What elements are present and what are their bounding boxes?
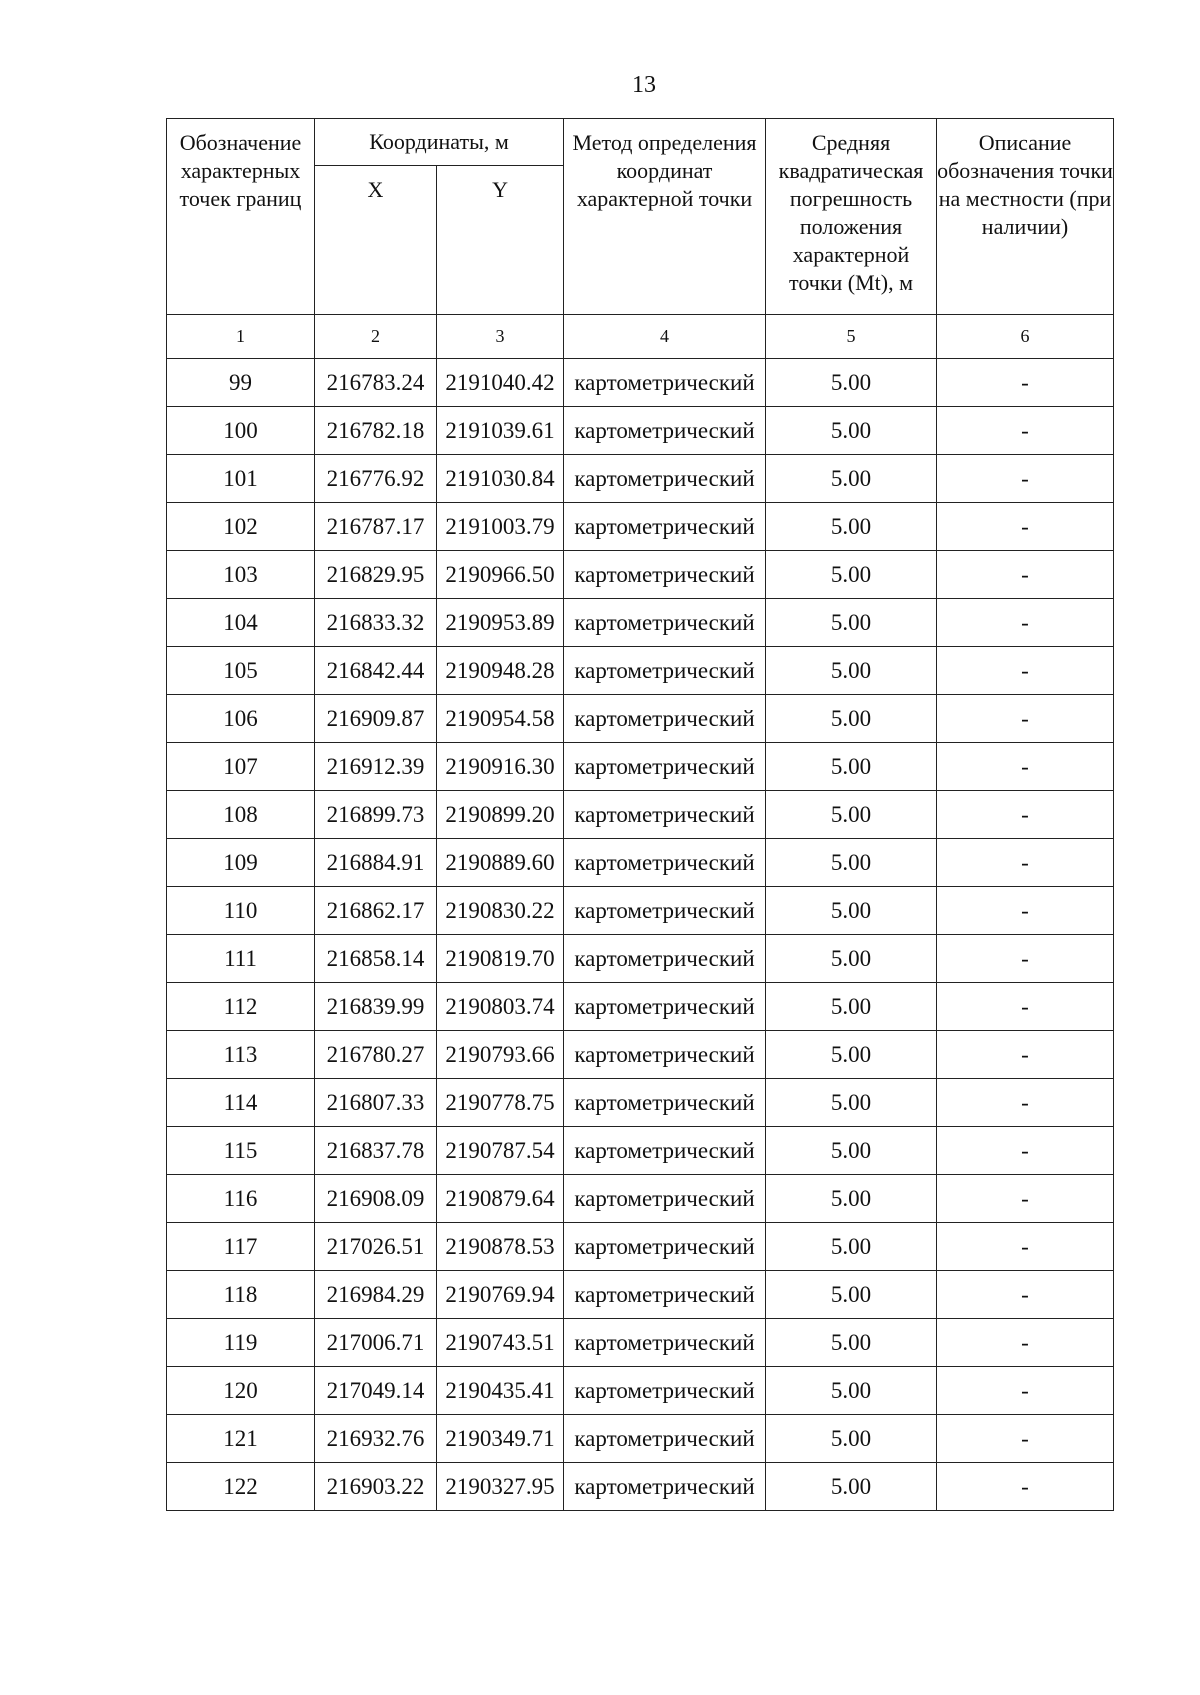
table-row	[167, 455, 1114, 503]
method-cell: картометрический	[564, 1031, 766, 1079]
x-coordinate-cell: 217049.14	[315, 1367, 437, 1415]
description-cell: -	[937, 983, 1114, 1031]
point-id-cell: 115	[167, 1127, 315, 1175]
table-row	[167, 1415, 1114, 1463]
description-cell: -	[937, 503, 1114, 551]
point-id-cell: 111	[167, 935, 315, 983]
table-row	[167, 1223, 1114, 1271]
y-coordinate-cell: 2190803.74	[437, 983, 564, 1031]
table-row	[167, 791, 1114, 839]
mean-error-cell: 5.00	[766, 1223, 937, 1271]
point-id-cell: 119	[167, 1319, 315, 1367]
y-coordinate-cell: 2190787.54	[437, 1127, 564, 1175]
table-row	[167, 935, 1114, 983]
header-coordinates: Координаты, м	[315, 119, 564, 166]
point-id-cell: 116	[167, 1175, 315, 1223]
description-cell: -	[937, 887, 1114, 935]
point-id-cell: 118	[167, 1271, 315, 1319]
point-id-cell: 120	[167, 1367, 315, 1415]
method-cell: картометрический	[564, 1175, 766, 1223]
point-id-cell: 121	[167, 1415, 315, 1463]
method-cell: картометрический	[564, 407, 766, 455]
point-id-cell: 105	[167, 647, 315, 695]
point-id-cell: 103	[167, 551, 315, 599]
method-cell: картометрический	[564, 455, 766, 503]
y-coordinate-cell: 2191030.84	[437, 455, 564, 503]
y-coordinate-cell: 2190769.94	[437, 1271, 564, 1319]
page-number: 13	[632, 72, 656, 98]
header-method: Метод определения координат характерной точки	[564, 119, 766, 315]
x-coordinate-cell: 216839.99	[315, 983, 437, 1031]
description-cell: -	[937, 1175, 1114, 1223]
header-y: Y	[437, 166, 564, 315]
x-coordinate-cell: 216780.27	[315, 1031, 437, 1079]
header-point-designation: Обозначение характерных точек границ	[167, 119, 315, 315]
mean-error-cell: 5.00	[766, 647, 937, 695]
x-coordinate-cell: 216908.09	[315, 1175, 437, 1223]
point-id-cell: 108	[167, 791, 315, 839]
method-cell: картометрический	[564, 503, 766, 551]
x-coordinate-cell: 216909.87	[315, 695, 437, 743]
y-coordinate-cell: 2190916.30	[437, 743, 564, 791]
x-coordinate-cell: 216833.32	[315, 599, 437, 647]
mean-error-cell: 5.00	[766, 1319, 937, 1367]
mean-error-cell: 5.00	[766, 599, 937, 647]
point-id-cell: 117	[167, 1223, 315, 1271]
description-cell: -	[937, 1079, 1114, 1127]
description-cell: -	[937, 455, 1114, 503]
description-cell: -	[937, 1415, 1114, 1463]
method-cell: картометрический	[564, 647, 766, 695]
y-coordinate-cell: 2191040.42	[437, 359, 564, 407]
header-x: X	[315, 166, 437, 315]
point-id-cell: 110	[167, 887, 315, 935]
table-row	[167, 1079, 1114, 1127]
mean-error-cell: 5.00	[766, 1367, 937, 1415]
y-coordinate-cell: 2190435.41	[437, 1367, 564, 1415]
method-cell: картометрический	[564, 1367, 766, 1415]
method-cell: картометрический	[564, 359, 766, 407]
mean-error-cell: 5.00	[766, 503, 937, 551]
table-row	[167, 647, 1114, 695]
x-coordinate-cell: 216912.39	[315, 743, 437, 791]
method-cell: картометрический	[564, 1319, 766, 1367]
y-coordinate-cell: 2190953.89	[437, 599, 564, 647]
method-cell: картометрический	[564, 1415, 766, 1463]
table-row	[167, 1463, 1114, 1511]
description-cell: -	[937, 839, 1114, 887]
point-id-cell: 109	[167, 839, 315, 887]
x-coordinate-cell: 216903.22	[315, 1463, 437, 1511]
description-cell: -	[937, 1271, 1114, 1319]
table-row	[167, 1127, 1114, 1175]
method-cell: картометрический	[564, 1127, 766, 1175]
mean-error-cell: 5.00	[766, 983, 937, 1031]
point-id-cell: 100	[167, 407, 315, 455]
mean-error-cell: 5.00	[766, 1415, 937, 1463]
table-row	[167, 1271, 1114, 1319]
mean-error-cell: 5.00	[766, 935, 937, 983]
method-cell: картометрический	[564, 743, 766, 791]
x-coordinate-cell: 216776.92	[315, 455, 437, 503]
point-id-cell: 114	[167, 1079, 315, 1127]
description-cell: -	[937, 407, 1114, 455]
table-row	[167, 503, 1114, 551]
point-id-cell: 106	[167, 695, 315, 743]
description-cell: -	[937, 791, 1114, 839]
mean-error-cell: 5.00	[766, 1271, 937, 1319]
column-number: 6	[937, 315, 1114, 359]
y-coordinate-cell: 2190948.28	[437, 647, 564, 695]
header-mean-error: Средняя квадратическая погрешность положения характерной точки (Mt), м	[766, 119, 937, 315]
table-row	[167, 695, 1114, 743]
y-coordinate-cell: 2191039.61	[437, 407, 564, 455]
header-description: Описание обозначения точки на местности (при наличии)	[937, 119, 1114, 315]
method-cell: картометрический	[564, 1271, 766, 1319]
description-cell: -	[937, 1127, 1114, 1175]
mean-error-cell: 5.00	[766, 1031, 937, 1079]
point-id-cell: 102	[167, 503, 315, 551]
method-cell: картометрический	[564, 935, 766, 983]
x-coordinate-cell: 216984.29	[315, 1271, 437, 1319]
x-coordinate-cell: 216829.95	[315, 551, 437, 599]
mean-error-cell: 5.00	[766, 791, 937, 839]
y-coordinate-cell: 2190819.70	[437, 935, 564, 983]
table-row	[167, 1319, 1114, 1367]
table-row	[167, 983, 1114, 1031]
mean-error-cell: 5.00	[766, 1079, 937, 1127]
description-cell: -	[937, 359, 1114, 407]
method-cell: картометрический	[564, 1223, 766, 1271]
x-coordinate-cell: 216783.24	[315, 359, 437, 407]
mean-error-cell: 5.00	[766, 695, 937, 743]
description-cell: -	[937, 1223, 1114, 1271]
table-row	[167, 887, 1114, 935]
table-row	[167, 407, 1114, 455]
y-coordinate-cell: 2190879.64	[437, 1175, 564, 1223]
point-id-cell: 99	[167, 359, 315, 407]
y-coordinate-cell: 2190349.71	[437, 1415, 564, 1463]
description-cell: -	[937, 599, 1114, 647]
description-cell: -	[937, 1031, 1114, 1079]
x-coordinate-cell: 216782.18	[315, 407, 437, 455]
x-coordinate-cell: 216787.17	[315, 503, 437, 551]
method-cell: картометрический	[564, 791, 766, 839]
column-number: 5	[766, 315, 937, 359]
mean-error-cell: 5.00	[766, 743, 937, 791]
table-row	[167, 839, 1114, 887]
column-number: 4	[564, 315, 766, 359]
method-cell: картометрический	[564, 887, 766, 935]
point-id-cell: 104	[167, 599, 315, 647]
x-coordinate-cell: 216837.78	[315, 1127, 437, 1175]
mean-error-cell: 5.00	[766, 359, 937, 407]
point-id-cell: 112	[167, 983, 315, 1031]
coordinates-table	[166, 118, 1114, 1511]
x-coordinate-cell: 216884.91	[315, 839, 437, 887]
y-coordinate-cell: 2190743.51	[437, 1319, 564, 1367]
method-cell: картометрический	[564, 1463, 766, 1511]
table-row	[167, 551, 1114, 599]
description-cell: -	[937, 647, 1114, 695]
column-number: 2	[315, 315, 437, 359]
method-cell: картометрический	[564, 1079, 766, 1127]
method-cell: картометрический	[564, 551, 766, 599]
description-cell: -	[937, 743, 1114, 791]
point-id-cell: 113	[167, 1031, 315, 1079]
x-coordinate-cell: 216842.44	[315, 647, 437, 695]
mean-error-cell: 5.00	[766, 1127, 937, 1175]
point-id-cell: 101	[167, 455, 315, 503]
mean-error-cell: 5.00	[766, 1463, 937, 1511]
mean-error-cell: 5.00	[766, 455, 937, 503]
description-cell: -	[937, 695, 1114, 743]
mean-error-cell: 5.00	[766, 887, 937, 935]
y-coordinate-cell: 2190878.53	[437, 1223, 564, 1271]
column-number: 1	[167, 315, 315, 359]
y-coordinate-cell: 2191003.79	[437, 503, 564, 551]
y-coordinate-cell: 2190793.66	[437, 1031, 564, 1079]
mean-error-cell: 5.00	[766, 407, 937, 455]
x-coordinate-cell: 217006.71	[315, 1319, 437, 1367]
x-coordinate-cell: 216932.76	[315, 1415, 437, 1463]
y-coordinate-cell: 2190966.50	[437, 551, 564, 599]
y-coordinate-cell: 2190830.22	[437, 887, 564, 935]
table-row	[167, 359, 1114, 407]
point-id-cell: 122	[167, 1463, 315, 1511]
x-coordinate-cell: 217026.51	[315, 1223, 437, 1271]
method-cell: картометрический	[564, 599, 766, 647]
mean-error-cell: 5.00	[766, 839, 937, 887]
column-number: 3	[437, 315, 564, 359]
y-coordinate-cell: 2190778.75	[437, 1079, 564, 1127]
table-row	[167, 599, 1114, 647]
mean-error-cell: 5.00	[766, 1175, 937, 1223]
method-cell: картометрический	[564, 983, 766, 1031]
x-coordinate-cell: 216899.73	[315, 791, 437, 839]
mean-error-cell: 5.00	[766, 551, 937, 599]
method-cell: картометрический	[564, 695, 766, 743]
description-cell: -	[937, 1319, 1114, 1367]
y-coordinate-cell: 2190327.95	[437, 1463, 564, 1511]
table-row	[167, 743, 1114, 791]
table-body	[167, 359, 1114, 1511]
x-coordinate-cell: 216807.33	[315, 1079, 437, 1127]
table-row	[167, 1175, 1114, 1223]
method-cell: картометрический	[564, 839, 766, 887]
y-coordinate-cell: 2190954.58	[437, 695, 564, 743]
y-coordinate-cell: 2190889.60	[437, 839, 564, 887]
y-coordinate-cell: 2190899.20	[437, 791, 564, 839]
table-row	[167, 1031, 1114, 1079]
description-cell: -	[937, 1367, 1114, 1415]
description-cell: -	[937, 1463, 1114, 1511]
description-cell: -	[937, 935, 1114, 983]
x-coordinate-cell: 216862.17	[315, 887, 437, 935]
x-coordinate-cell: 216858.14	[315, 935, 437, 983]
column-number-row	[167, 315, 1114, 359]
point-id-cell: 107	[167, 743, 315, 791]
description-cell: -	[937, 551, 1114, 599]
table-row	[167, 1367, 1114, 1415]
